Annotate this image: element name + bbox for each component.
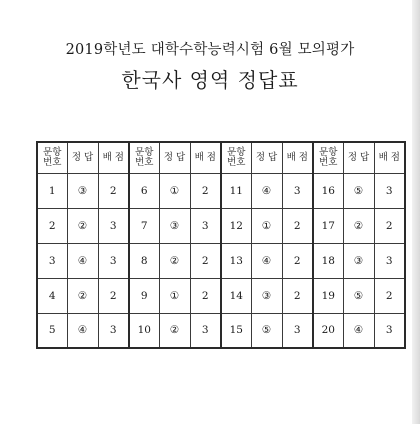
points-cell: 3 (374, 173, 405, 208)
answer-cell: ① (159, 278, 190, 313)
page-title: 한국사 영역 정답표 (121, 68, 299, 92)
points-cell: 3 (98, 208, 129, 243)
points-cell: 3 (374, 313, 405, 348)
answer-cell: ③ (251, 278, 282, 313)
answer-cell: ③ (159, 208, 190, 243)
question-number: 12 (221, 208, 251, 243)
question-number: 14 (221, 278, 251, 313)
answer-cell: ② (67, 208, 98, 243)
question-number: 17 (313, 208, 343, 243)
points-header: 배 점 (374, 142, 405, 173)
points-cell: 2 (98, 278, 129, 313)
answer-cell: ④ (251, 173, 282, 208)
points-cell: 2 (374, 208, 405, 243)
points-header: 배 점 (190, 142, 221, 173)
table-row (37, 243, 405, 278)
points-cell: 2 (190, 243, 221, 278)
answer-cell: ③ (67, 173, 98, 208)
answer-cell: ① (251, 208, 282, 243)
points-cell: 3 (98, 313, 129, 348)
page-edge-shadow (412, 0, 420, 424)
points-cell: 3 (282, 313, 313, 348)
question-number: 8 (129, 243, 159, 278)
answer-header: 정 답 (343, 142, 374, 173)
question-number: 11 (221, 173, 251, 208)
question-number: 15 (221, 313, 251, 348)
points-cell: 3 (374, 243, 405, 278)
points-cell: 2 (282, 208, 313, 243)
question-number: 20 (313, 313, 343, 348)
question-number: 18 (313, 243, 343, 278)
points-cell: 3 (282, 173, 313, 208)
question-number-header: 문항 번호 (221, 142, 251, 173)
answer-cell: ④ (343, 313, 374, 348)
question-number: 10 (129, 313, 159, 348)
question-number: 19 (313, 278, 343, 313)
question-number-header: 문항 번호 (313, 142, 343, 173)
answer-cell: ③ (343, 243, 374, 278)
answer-cell: ② (159, 243, 190, 278)
question-number: 4 (37, 278, 67, 313)
question-number-header: 문항 번호 (37, 142, 67, 173)
points-cell: 3 (98, 243, 129, 278)
question-number: 2 (37, 208, 67, 243)
points-cell: 2 (282, 278, 313, 313)
answer-header: 정 답 (159, 142, 190, 173)
table-row (37, 173, 405, 208)
answer-header: 정 답 (67, 142, 98, 173)
answer-cell: ④ (251, 243, 282, 278)
points-cell: 3 (190, 313, 221, 348)
question-number-header: 문항 번호 (129, 142, 159, 173)
answer-cell: ② (67, 278, 98, 313)
question-number: 3 (37, 243, 67, 278)
question-number: 13 (221, 243, 251, 278)
points-cell: 2 (282, 243, 313, 278)
question-number: 7 (129, 208, 159, 243)
table-header-row (37, 142, 405, 173)
answer-key-table (36, 141, 406, 349)
points-cell: 2 (190, 173, 221, 208)
answer-cell: ② (159, 313, 190, 348)
answer-cell: ⑤ (343, 173, 374, 208)
exam-subtitle: 2019학년도 대학수학능력시험 6월 모의평가 (65, 42, 355, 58)
points-header: 배 점 (282, 142, 313, 173)
points-header: 배 점 (98, 142, 129, 173)
answer-cell: ⑤ (251, 313, 282, 348)
table-row (37, 278, 405, 313)
question-number: 16 (313, 173, 343, 208)
question-number: 1 (37, 173, 67, 208)
answer-cell: ② (343, 208, 374, 243)
points-cell: 2 (98, 173, 129, 208)
answer-header: 정 답 (251, 142, 282, 173)
question-number: 9 (129, 278, 159, 313)
answer-cell: ⑤ (343, 278, 374, 313)
answer-cell: ④ (67, 313, 98, 348)
points-cell: 3 (190, 208, 221, 243)
answer-cell: ④ (67, 243, 98, 278)
answer-cell: ① (159, 173, 190, 208)
points-cell: 2 (374, 278, 405, 313)
table-row (37, 313, 405, 348)
points-cell: 2 (190, 278, 221, 313)
question-number: 5 (37, 313, 67, 348)
question-number: 6 (129, 173, 159, 208)
table-row (37, 208, 405, 243)
